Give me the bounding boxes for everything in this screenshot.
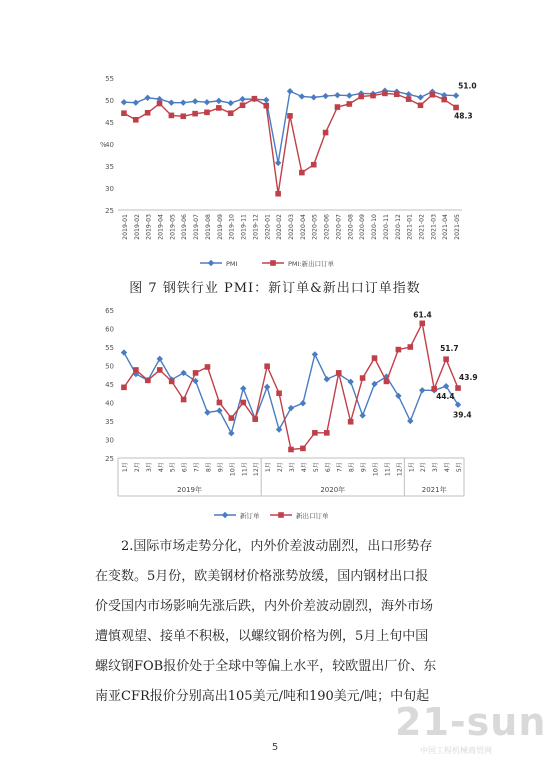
x-tick-label: 8月 <box>205 462 213 473</box>
x-tick-label: 2021-05 <box>454 214 462 240</box>
data-point <box>408 344 414 350</box>
series-line <box>124 323 458 449</box>
x-tick-label: 10月 <box>229 462 237 477</box>
x-tick-label: 5月 <box>312 462 320 473</box>
data-point <box>205 364 211 370</box>
para-line: 在变数。5月份，欧美钢材价格涨势放缓，国内钢材出口报 <box>95 569 429 584</box>
data-point <box>229 415 235 421</box>
x-tick-label: 6月 <box>181 462 189 473</box>
chart-new-orders <box>0 300 550 525</box>
data-point <box>181 397 187 403</box>
year-group-label: 2020年 <box>320 486 346 494</box>
legend-label: 新出口订单 <box>296 512 329 520</box>
y-tick-label: 25 <box>105 455 114 463</box>
data-point <box>300 446 306 452</box>
para-line: 遭慎观望、接单不积极，以螺纹钢价格为例，5月上旬中国 <box>95 629 429 644</box>
data-point <box>121 385 127 391</box>
x-tick-label: 4月 <box>444 462 452 473</box>
watermark-logo: 21-sun <box>395 700 547 744</box>
data-point <box>419 387 425 393</box>
data-point <box>407 418 413 424</box>
x-tick-label: 1月 <box>408 462 416 473</box>
y-tick-label: 40 <box>105 399 114 408</box>
data-point <box>169 113 175 119</box>
x-tick-label: 2019-02 <box>133 214 141 240</box>
y-tick-label: 45 <box>105 119 114 127</box>
para-line: 价受国内市场影响先涨后跌，内外价差波动剧烈，海外市场 <box>95 599 434 614</box>
data-point <box>216 98 222 104</box>
x-tick-label: 2021-02 <box>418 214 426 240</box>
data-point <box>443 356 449 362</box>
data-label: 51.7 <box>440 344 459 354</box>
data-point <box>263 97 269 103</box>
data-point <box>299 170 305 176</box>
x-tick-label: 4月 <box>157 462 165 473</box>
x-tick-label: 2019-08 <box>204 214 212 240</box>
x-tick-label: 12月 <box>253 462 261 477</box>
x-tick-label: 2月 <box>277 462 285 473</box>
data-point <box>239 96 245 102</box>
y-tick-label: 40 <box>105 141 114 149</box>
body-paragraph <box>95 532 465 712</box>
x-tick-label: 1月 <box>121 462 129 473</box>
x-tick-label: 2019-04 <box>157 214 165 240</box>
data-point <box>348 419 354 425</box>
data-point <box>346 92 352 98</box>
legend-marker <box>208 260 214 266</box>
para-line: 螺纹钢FOB报价处于全球中等偏上水平，较欧盟出厂价、东 <box>95 659 437 674</box>
data-point <box>311 162 317 168</box>
x-tick-label: 12月 <box>396 462 404 477</box>
data-point <box>192 111 198 117</box>
data-point <box>300 400 306 406</box>
data-point <box>169 379 175 385</box>
x-tick-label: 5月 <box>169 462 177 473</box>
x-tick-label: 2019-03 <box>145 214 153 240</box>
y-tick-label: 45 <box>105 381 114 389</box>
data-point <box>227 100 233 106</box>
data-point <box>324 376 330 382</box>
data-point <box>204 99 210 105</box>
data-point <box>288 447 294 453</box>
legend-label: PMI <box>226 260 238 268</box>
data-point <box>204 110 210 116</box>
x-tick-label: 2019-10 <box>228 213 236 240</box>
data-point <box>157 356 163 362</box>
data-label: 51.0 <box>458 81 477 91</box>
legend-marker <box>270 260 276 266</box>
data-point <box>372 355 378 361</box>
x-tick-label: 10月 <box>372 462 380 477</box>
year-group-label: 2019年 <box>177 486 203 494</box>
x-tick-label: 2021-04 <box>442 214 450 240</box>
x-tick-label: 4月 <box>300 462 308 473</box>
data-point <box>312 430 318 436</box>
data-point <box>417 94 423 100</box>
data-point <box>370 93 376 99</box>
data-point <box>275 191 281 197</box>
data-point <box>441 97 447 103</box>
data-point <box>358 94 364 100</box>
chart-caption: 图 7 钢铁行业 PMI：新订单&新出口订单指数 <box>129 281 421 296</box>
data-point <box>252 96 258 102</box>
data-label: 48.3 <box>454 111 473 121</box>
legend-label: PMI:新出口订单 <box>288 260 335 268</box>
data-point <box>133 367 139 373</box>
x-tick-label: 2020-02 <box>276 214 284 240</box>
data-point <box>240 400 246 406</box>
data-point <box>157 367 163 373</box>
data-point <box>453 105 459 111</box>
x-tick-label: 2020-03 <box>288 214 295 240</box>
data-point <box>406 96 412 102</box>
x-tick-label: 2月 <box>420 462 428 473</box>
data-point <box>395 393 401 399</box>
data-point <box>347 101 353 107</box>
x-tick-label: 2020-06 <box>323 214 331 240</box>
data-point <box>334 92 340 98</box>
data-point <box>371 381 377 387</box>
para-line: 2.国际市场走势分化，内外价差波动剧烈，出口形势存 <box>121 539 433 554</box>
x-tick-label: 2019-05 <box>169 214 177 240</box>
data-point <box>431 386 437 392</box>
para-line: 南亚CFR报价分别高出105美元/吨和190美元/吨；中旬起 <box>95 689 430 704</box>
data-point <box>240 102 246 108</box>
data-point <box>252 416 258 422</box>
chart1-svg <box>0 60 550 270</box>
data-point <box>133 99 139 105</box>
x-tick-label: 2019-07 <box>193 214 201 240</box>
data-point <box>453 92 459 98</box>
data-point <box>145 110 151 116</box>
data-point <box>263 103 269 109</box>
data-point <box>359 412 365 418</box>
chart-pmi-export <box>0 60 550 270</box>
series-line <box>124 93 456 193</box>
data-point <box>299 93 305 99</box>
data-point <box>180 99 186 105</box>
data-point <box>144 95 150 101</box>
data-point <box>180 113 186 119</box>
x-tick-label: 8月 <box>348 462 356 473</box>
data-label: 43.9 <box>459 373 478 383</box>
x-tick-label: 2020-10 <box>371 214 379 240</box>
x-tick-label: 2021-03 <box>430 214 438 240</box>
x-tick-label: 2019-11 <box>240 214 248 240</box>
y-tick-label: 30 <box>105 436 114 445</box>
legend-marker <box>222 512 228 518</box>
x-tick-label: 2020-11 <box>382 214 390 240</box>
data-point <box>228 430 234 436</box>
x-tick-label: 2020-12 <box>394 214 402 240</box>
data-point <box>216 407 222 413</box>
x-tick-label: 6月 <box>324 462 332 473</box>
data-point <box>418 102 424 108</box>
y-tick-label: 55 <box>105 75 114 83</box>
y-tick-label: 35 <box>105 418 114 426</box>
x-tick-label: 2020-07 <box>335 214 343 240</box>
data-point <box>324 430 330 436</box>
y-tick-label: 25 <box>105 207 114 215</box>
x-tick-label: 2019-12 <box>252 214 260 240</box>
data-point <box>204 409 210 415</box>
y-tick-label: 65 <box>105 307 114 315</box>
x-tick-label: 2019-09 <box>216 214 224 240</box>
x-tick-label: 2021-01 <box>406 214 414 240</box>
data-point <box>121 349 127 355</box>
data-point <box>264 384 270 390</box>
data-point <box>394 91 400 97</box>
data-point <box>419 321 425 327</box>
data-point <box>312 351 318 357</box>
data-point <box>335 104 341 110</box>
data-point <box>217 400 223 406</box>
x-tick-label: 2019-06 <box>181 214 189 240</box>
data-point <box>192 98 198 104</box>
y-axis-label: % <box>100 141 107 149</box>
watermark-subtext: 中国工程机械商贸网 <box>420 746 492 755</box>
data-point <box>121 99 127 105</box>
y-tick-label: 55 <box>105 344 114 352</box>
data-point <box>133 117 139 123</box>
data-label: 61.4 <box>413 310 432 320</box>
x-tick-label: 9月 <box>360 462 368 473</box>
x-tick-label: 2020-05 <box>311 214 319 240</box>
x-tick-label: 2月 <box>133 462 141 473</box>
data-point <box>193 370 199 376</box>
data-point <box>157 101 163 107</box>
data-point <box>455 385 461 391</box>
x-tick-label: 11月 <box>384 462 392 477</box>
x-tick-label: 3月 <box>289 462 296 473</box>
data-label: 44.4 <box>436 392 455 402</box>
y-tick-label: 50 <box>105 97 114 105</box>
data-point <box>396 347 402 353</box>
data-point <box>168 99 174 105</box>
data-point <box>228 110 234 116</box>
x-tick-label: 2019-01 <box>121 214 129 240</box>
data-point <box>322 93 328 99</box>
data-point <box>145 378 151 384</box>
data-point <box>276 390 282 396</box>
chart2-svg <box>0 300 550 525</box>
data-point <box>287 88 293 94</box>
data-point <box>288 405 294 411</box>
data-point <box>216 105 222 111</box>
x-tick-label: 2020-04 <box>299 214 307 240</box>
y-tick-label: 30 <box>105 185 114 193</box>
data-point <box>323 130 329 136</box>
data-point <box>264 363 270 369</box>
page-number: 5 <box>271 742 279 753</box>
x-tick-label: 9月 <box>217 462 225 473</box>
data-point <box>240 385 246 391</box>
y-tick-label: 50 <box>105 362 114 371</box>
data-point <box>276 426 282 432</box>
x-tick-label: 2020-01 <box>264 214 272 240</box>
data-point <box>311 94 317 100</box>
x-tick-label: 7月 <box>336 462 344 473</box>
data-point <box>360 375 366 381</box>
x-tick-label: 5月 <box>456 462 464 473</box>
data-point <box>121 110 127 116</box>
x-tick-label: 11月 <box>241 462 249 477</box>
data-point <box>382 91 388 97</box>
data-point <box>384 379 390 385</box>
data-point <box>275 160 281 166</box>
data-point <box>287 113 293 119</box>
data-label: 39.4 <box>453 410 472 420</box>
x-tick-label: 7月 <box>193 462 201 473</box>
x-tick-label: 2020-08 <box>347 214 355 240</box>
x-tick-label: 3月 <box>432 462 440 473</box>
x-tick-label: 3月 <box>145 462 153 473</box>
y-tick-label: 35 <box>105 163 114 171</box>
x-tick-label: 1月 <box>265 462 273 473</box>
y-tick-label: 60 <box>105 325 114 334</box>
legend-marker <box>278 512 284 518</box>
legend-label: 新订单 <box>240 512 260 520</box>
year-group-label: 2021年 <box>421 486 447 494</box>
data-point <box>336 370 342 376</box>
data-point <box>430 92 436 98</box>
x-tick-label: 2020-09 <box>359 214 367 240</box>
